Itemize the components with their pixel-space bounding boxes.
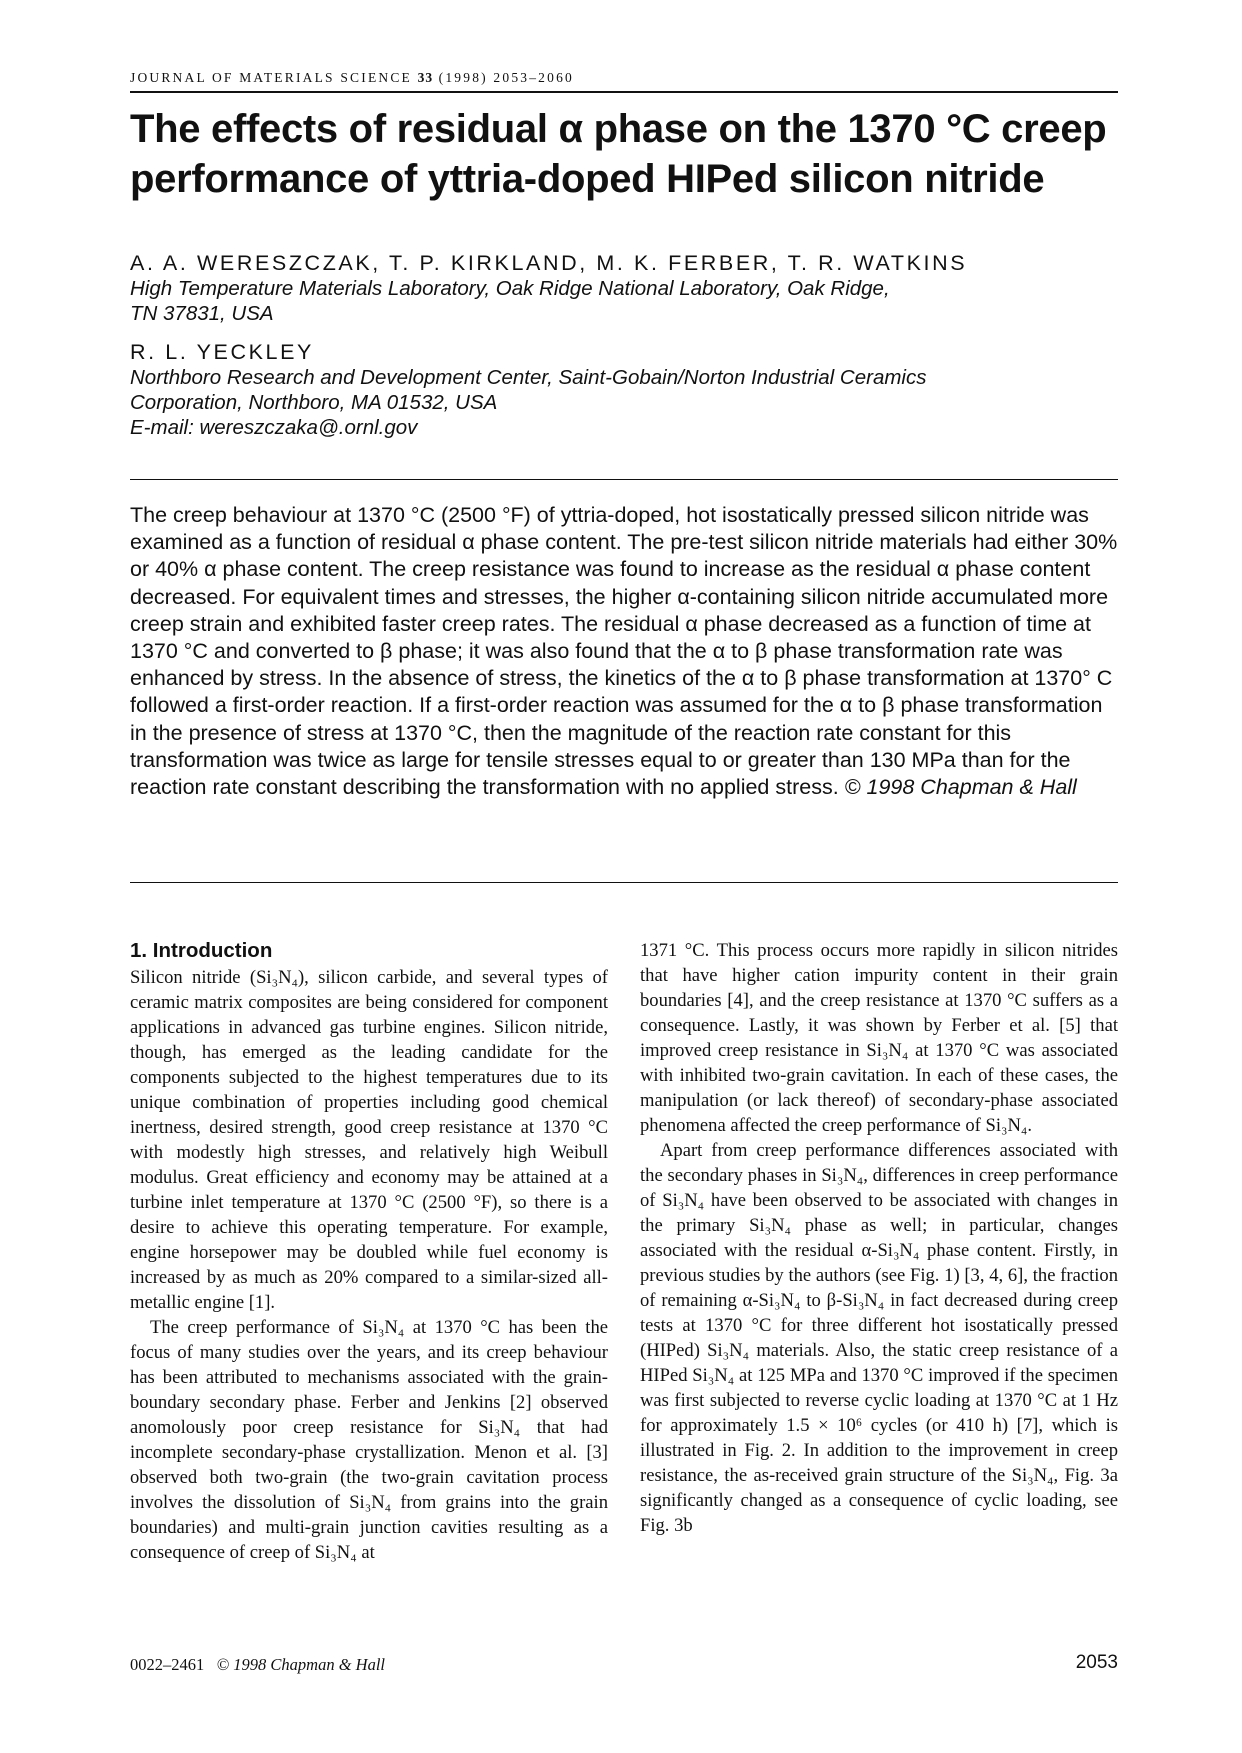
author-block-1 <box>130 250 1120 326</box>
affiliation-2-line-2: Corporation, Northboro, MA 01532, USA <box>130 391 498 414</box>
body-column-left <box>130 938 608 1565</box>
journal-volume: 33 <box>417 70 434 85</box>
section-heading-introduction: 1. Introduction <box>130 939 273 962</box>
affiliation-2-line-1: Northboro Research and Development Center, Saint-Gobain/Norton Industrial Ceramics <box>130 366 927 389</box>
title-line-2: performance of yttria-doped HIPed silicon nitride <box>130 157 1045 201</box>
intro-paragraph-3: Apart from creep performance differences associated with the secondary phases in Si₃N₄, differences in creep performance of Si₃N₄ have been observed to be associated with changes in the primary Si₃N₄ phase as well; in particular, changes associated with the residual α-Si₃N₄ phase content. Firstly, in previous studies by the authors (see Fig. 1) [3, 4, 6], the fraction of remaining α-Si₃N₄ to β-Si₃N₄ in fact decreased during creep tests at 1370 °C for three different hot isostatically pressed (HIPed) Si₃N₄ materials. Also, the static creep resistance of a HIPed Si₃N₄ at 125 MPa and 1370 °C improved if the specimen was first subjected to reverse cyclic loading at 1370 °C at 1 Hz for approximately 1.5 × 10⁶ cycles (or 410 h) [7], which is illustrated in Fig. 2. In addition to the improvement in creep resistance, the as-received grain structure of the Si₃N₄, Fig. 3a significantly changed as a consequence of cyclic loading, see Fig. 3b <box>640 1140 1118 1536</box>
page-number: 2053 <box>1075 1652 1118 1673</box>
author-names-2: R. L. YECKLEY <box>130 340 314 364</box>
abstract-top-rule <box>130 479 1118 480</box>
article-title <box>130 104 1120 204</box>
intro-paragraph-1: Silicon nitride (Si₃N₄), silicon carbide, and several types of ceramic matrix composites are being considered for component applications in advanced gas turbine engines. Silicon nitride, though, has emerged as the leading candidate for the components subjected to the highest temperatures due to its unique combination of properties including good chemical inertness, desired strength, good creep resistance at 1370 °C with modestly high stresses, and relatively high Weibull modulus. Great efficiency and economy may be attained at a turbine inlet temperature at 1370 °C (2500 °F), so there is a desire to achieve this operating temperature. For example, engine horsepower may be doubled while fuel economy is increased by as much as 20% compared to a similar-sized all-metallic engine [1]. <box>130 967 608 1313</box>
footer-copyright: © 1998 Chapman & Hall <box>216 1655 386 1674</box>
title-line-1: The effects of residual α phase on the 1370 °C creep <box>130 107 1107 151</box>
intro-paragraph-2: The creep performance of Si₃N₄ at 1370 °C has been the focus of many studies over the years, and its creep behaviour has been attributed to mechanisms associated with the grain-boundary secondary phase. Ferber and Jenkins [2] observed anomolously poor creep resistance for Si₃N₄ that had incomplete secondary-phase crystallization. Menon et al. [3] observed both two-grain (the two-grain cavitation process involves the dissolution of Si₃N₄ from grains into the grain boundaries) and multi-grain junction cavities resulting as a consequence of creep of Si₃N₄ at <box>130 1317 608 1563</box>
running-header <box>130 70 574 86</box>
abstract-copyright: © 1998 Chapman & Hall <box>844 775 1077 800</box>
header-rule <box>130 91 1118 93</box>
intro-paragraph-2-continued: 1371 °C. This process occurs more rapidly in silicon nitrides that have higher cation impurity content in their grain boundaries [4], and the creep resistance at 1370 °C suffers as a consequence. Lastly, it was shown by Ferber et al. [5] that improved creep resistance in Si₃N₄ at 1370 °C was associated with inhibited two-grain cavitation. In each of these cases, the manipulation (or lack thereof) of secondary-phase associated phenomena affected the creep performance of Si₃N₄. <box>640 940 1118 1136</box>
footer-issn: 0022–2461 <box>130 1655 205 1674</box>
author-block-2 <box>130 339 1120 440</box>
author-email: E-mail: wereszczaka@.ornl.gov <box>130 416 418 439</box>
author-names-1: A. A. WERESZCZAK, T. P. KIRKLAND, M. K. FERBER, T. R. WATKINS <box>130 251 968 275</box>
journal-name: JOURNAL OF MATERIALS SCIENCE <box>130 70 412 85</box>
affiliation-1-line-1: High Temperature Materials Laboratory, Oak Ridge National Laboratory, Oak Ridge, <box>130 277 890 300</box>
footer-issn-copyright <box>130 1655 385 1675</box>
journal-year-pages: (1998) 2053–2060 <box>438 70 574 85</box>
abstract <box>130 502 1120 801</box>
affiliation-1-line-2: TN 37831, USA <box>130 302 274 325</box>
abstract-text: The creep behaviour at 1370 °C (2500 °F) of yttria-doped, hot isostatically pressed silicon nitride was examined as a function of residual α phase content. The pre-test silicon nitride materials had either 30% or 40% α phase content. The creep resistance was found to increase as the residual α phase content decreased. For equivalent times and stresses, the higher α-containing silicon nitride accumulated more creep strain and exhibited faster creep rates. The residual α phase decreased as a function of time at 1370 °C and converted to β phase; it was also found that the α to β phase transformation rate was enhanced by stress. In the absence of stress, the kinetics of the α to β phase transformation at 1370° C followed a first-order reaction. If a first-order reaction was assumed for the α to β phase transformation in the presence of stress at 1370 °C, then the magnitude of the reaction rate constant for this transformation was twice as large for tensile stresses equal to or greater than 130 MPa than for the reaction rate constant describing the transformation with no applied stress. <box>130 503 1118 800</box>
body-column-right <box>640 938 1118 1538</box>
abstract-bottom-rule <box>130 882 1118 883</box>
